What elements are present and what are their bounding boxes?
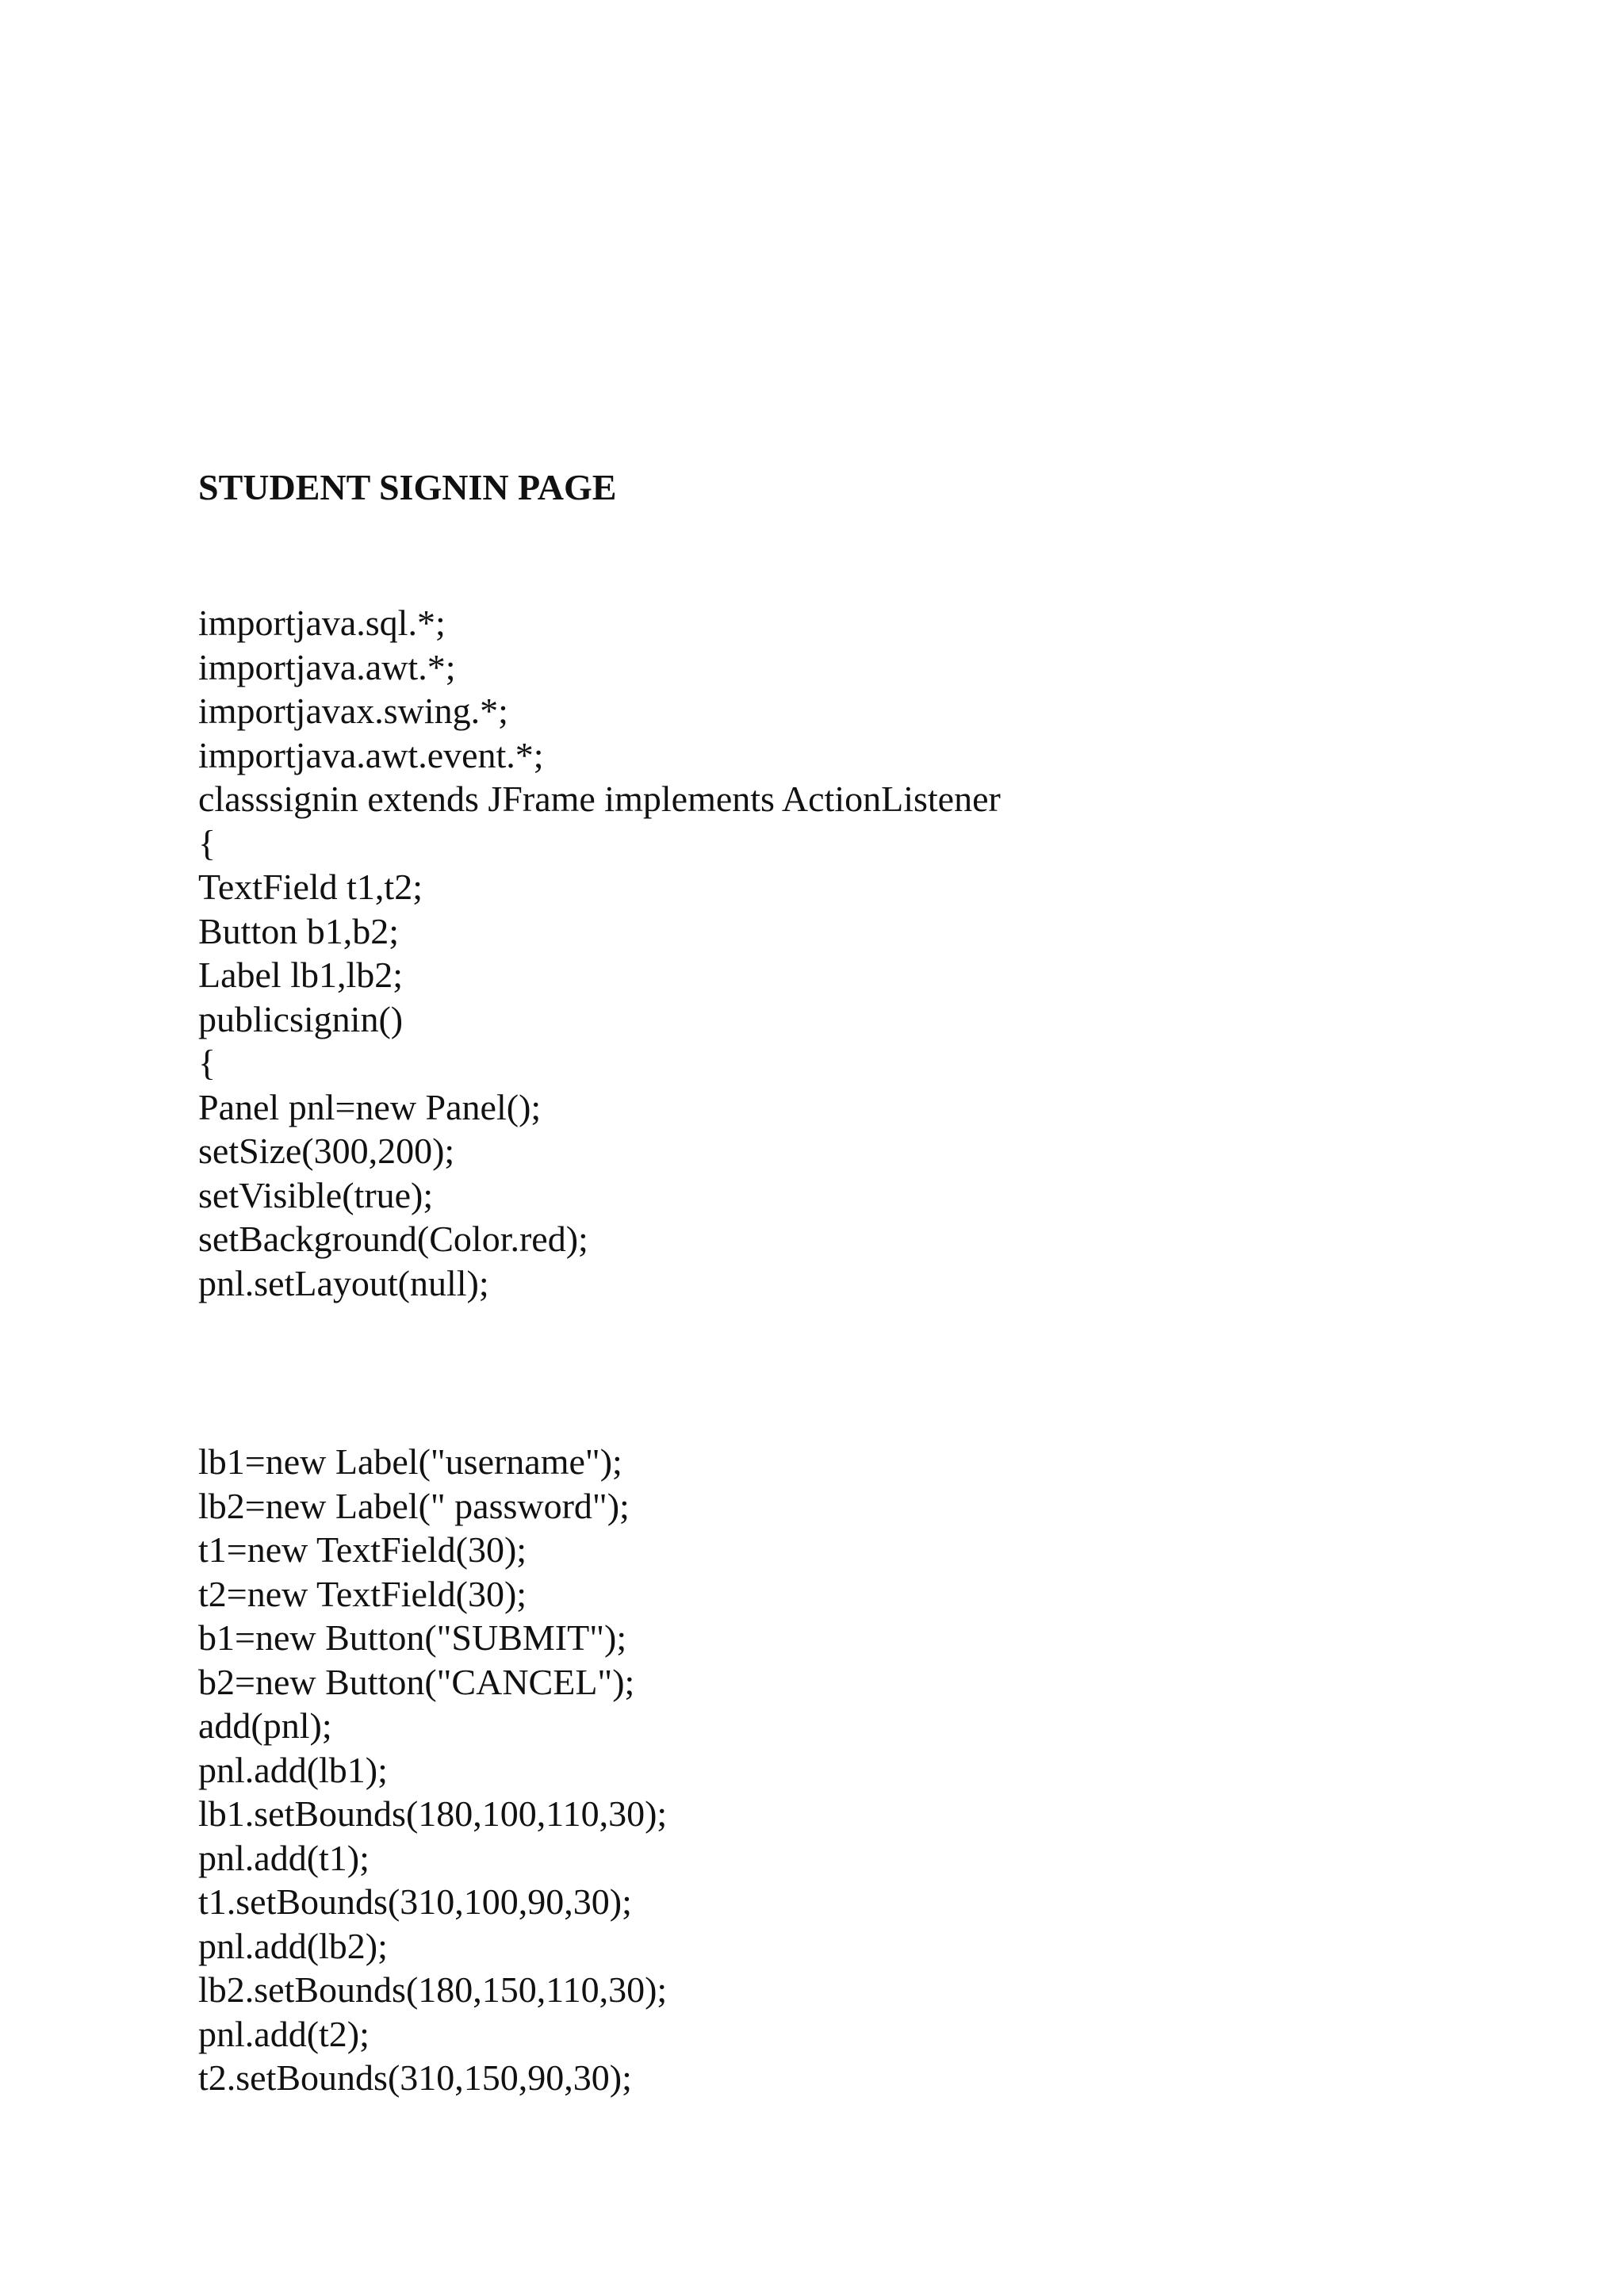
code-line: importjava.sql.*; [198, 603, 446, 643]
code-line: lb1=new Label("username"); [198, 1441, 622, 1482]
code-line: lb2=new Label(" password"); [198, 1485, 630, 1526]
code-line: setVisible(true); [198, 1174, 434, 1215]
code-line: lb2.setBounds(180,150,110,30); [198, 1969, 668, 2010]
code-line: publicsignin() [198, 998, 404, 1039]
code-line: t1=new TextField(30); [198, 1529, 527, 1570]
code-line: lb1.setBounds(180,100,110,30); [198, 1793, 668, 1834]
code-line: pnl.add(t1); [198, 1837, 370, 1878]
code-block-imports-and-constructor [198, 601, 1001, 1305]
code-line: add(pnl); [198, 1705, 332, 1746]
code-line: t1.setBounds(310,100,90,30); [198, 1881, 632, 1922]
code-line: b2=new Button("CANCEL"); [198, 1661, 635, 1702]
code-line: { [198, 822, 216, 863]
code-line: importjava.awt.event.*; [198, 734, 544, 775]
code-line: Button b1,b2; [198, 910, 400, 951]
code-line: importjavax.swing.*; [198, 691, 508, 731]
code-line: setBackground(Color.red); [198, 1219, 588, 1259]
code-line: pnl.add(lb1); [198, 1749, 388, 1790]
code-block-components-and-bounds [198, 1440, 667, 2100]
code-line: pnl.setLayout(null); [198, 1262, 489, 1303]
code-line: t2=new TextField(30); [198, 1573, 527, 1614]
code-line: TextField t1,t2; [198, 867, 423, 907]
code-line: Panel pnl=new Panel(); [198, 1086, 542, 1127]
code-line: Label lb1,lb2; [198, 955, 404, 995]
code-line: t2.setBounds(310,150,90,30); [198, 2057, 632, 2098]
code-line: pnl.add(t2); [198, 2013, 370, 2054]
code-line: b1=new Button("SUBMIT"); [198, 1617, 627, 1658]
code-line: { [198, 1043, 216, 1083]
code-line: setSize(300,200); [198, 1131, 455, 1171]
code-line: pnl.add(lb2); [198, 1925, 388, 1966]
code-line: importjava.awt.*; [198, 646, 456, 687]
code-line: classsignin extends JFrame implements ActionListener [198, 779, 1001, 819]
page-title: STUDENT SIGNIN PAGE [198, 467, 617, 507]
